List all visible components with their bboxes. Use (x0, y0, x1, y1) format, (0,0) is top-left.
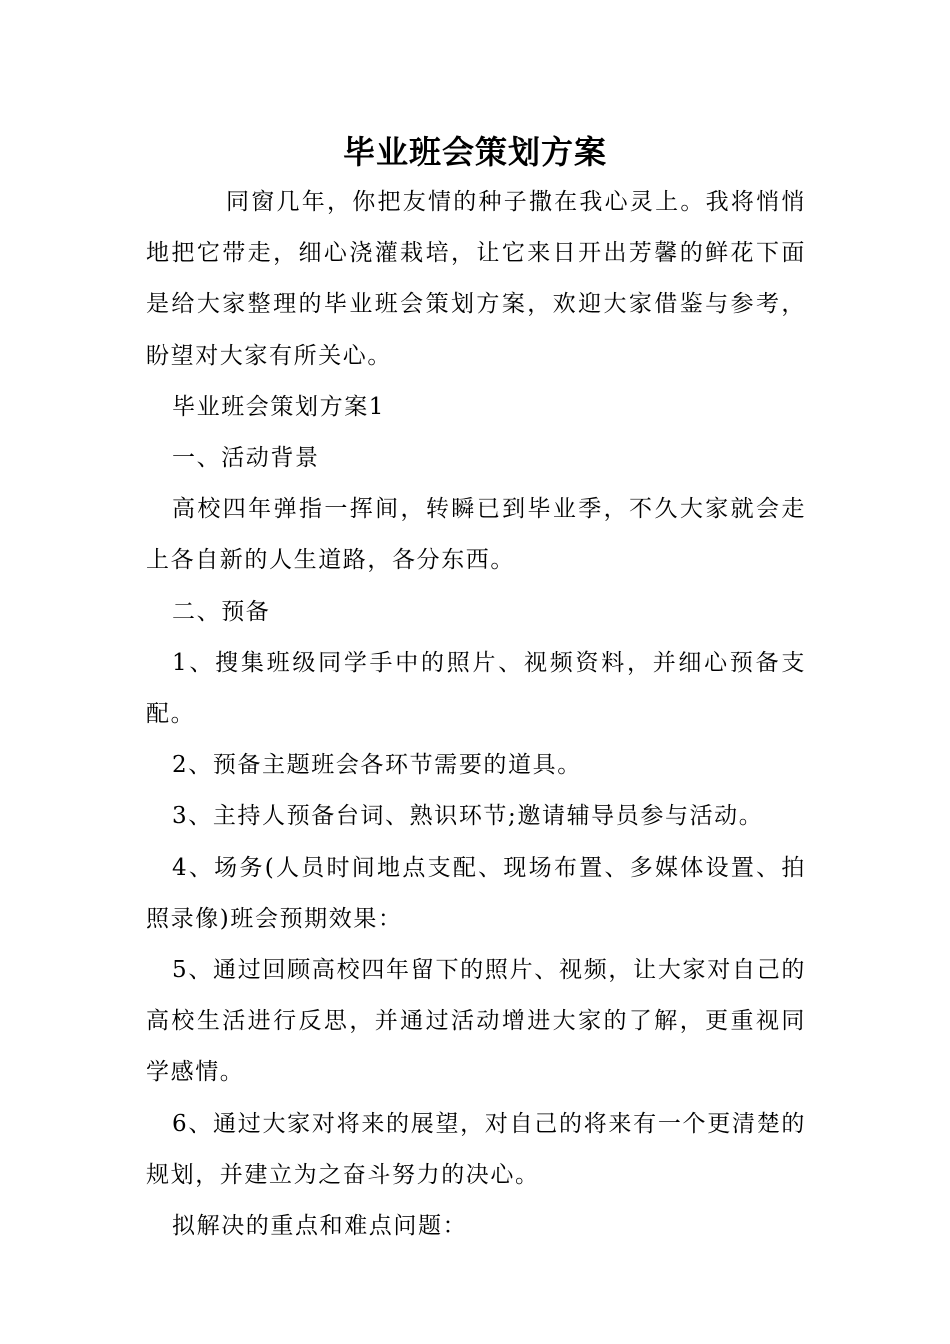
issues-heading: 拟解决的重点和难点问题： (172, 1213, 468, 1240)
intro-paragraph: 同窗几年，你把友情的种子撒在我心灵上。我将悄悄地把它带走，细心浇灌栽培，让它来日开出芳馨的鲜花下面是给大家整理的毕业班会策划方案，欢迎大家借鉴与参考，盼望对大家有所关心。 (146, 189, 806, 369)
list-item: 4、场务(人员时间地点支配、现场布置、多媒体设置、拍照录像)班会预期效果： (146, 854, 806, 932)
section-heading-background: 一、活动背景 (172, 445, 320, 472)
document-title: 毕业班会策划方案 (342, 133, 607, 171)
list-item: 2、预备主题班会各环节需要的道具。 (172, 752, 582, 779)
list-item: 6、通过大家对将来的展望，对自己的将来有一个更清楚的规划，并建立为之奋斗努力的决心。 (146, 1110, 806, 1188)
list-item: 1、搜集班级同学手中的照片、视频资料，并细心预备支配。 (146, 649, 806, 728)
document-body (146, 177, 806, 1252)
plan-heading: 毕业班会策划方案1 (172, 393, 386, 420)
section-heading-preparation: 二、预备 (172, 598, 271, 625)
list-item: 3、主持人预备台词、熟识环节;邀请辅导员参与活动。 (172, 803, 764, 830)
list-item: 5、通过回顾高校四年留下的照片、视频，让大家对自己的高校生活进行反思，并通过活动增进大家的了解，更重视同学感情。 (146, 957, 806, 1086)
background-paragraph: 高校四年弹指一挥间，转瞬已到毕业季，不久大家就会走上各自新的人生道路，各分东西。 (146, 496, 806, 574)
